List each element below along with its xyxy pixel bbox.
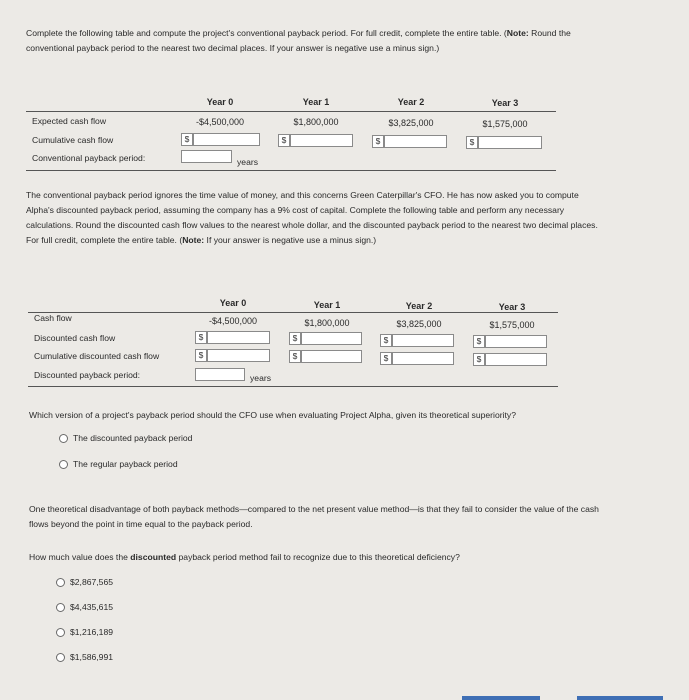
- question-value-not-recognized: How much value does the discounted payback period method fail to recognize due to this theoretical deficiency?: [29, 552, 460, 562]
- table2-discounted-year1-currency: $: [289, 332, 301, 345]
- table1-cumulative-year3-input[interactable]: [478, 136, 542, 149]
- table2-cumulative-year2-currency: $: [380, 352, 392, 365]
- table2-cashflow-year1: $1,800,000: [304, 318, 350, 328]
- option-label: The discounted payback period: [73, 433, 193, 443]
- table1-cumulative-year1-currency: $: [278, 134, 290, 147]
- conventional-payback-input[interactable]: [181, 150, 232, 163]
- discounted-payback-input[interactable]: [195, 368, 245, 381]
- table1-header-year3: Year 3: [491, 98, 519, 108]
- table2-cumulative-year2-input[interactable]: [392, 352, 454, 365]
- table2-row-label-cumulative: Cumulative discounted cash flow: [34, 351, 160, 361]
- table1-row-label-payback: Conventional payback period:: [32, 153, 146, 163]
- table2-cumulative-year1-input[interactable]: [301, 350, 362, 363]
- radio-value-2[interactable]: [56, 603, 65, 612]
- table2-cumulative-year3-currency: $: [473, 353, 485, 366]
- table2-cumulative-year0-currency: $: [195, 349, 207, 362]
- table2-cumulative-year3-input[interactable]: [485, 353, 547, 366]
- table1-cashflow-year3: $1,575,000: [482, 119, 528, 129]
- table2-header-rule: [28, 312, 558, 313]
- table2-years-unit: years: [250, 373, 272, 383]
- table2-header-year1: Year 1: [313, 300, 341, 310]
- table1-cashflow-year1: $1,800,000: [293, 117, 339, 127]
- table2-cashflow-year0: -$4,500,000: [208, 316, 258, 326]
- option-label: $1,216,189: [70, 627, 114, 637]
- table2-cashflow-year2: $3,825,000: [396, 319, 442, 329]
- submit-button-edge[interactable]: [462, 696, 540, 700]
- radio-value-4[interactable]: [56, 653, 65, 662]
- next-button-edge[interactable]: [577, 696, 663, 700]
- table1-cumulative-year0-input[interactable]: [193, 133, 260, 146]
- table2-discounted-year1-input[interactable]: [301, 332, 362, 345]
- table1-years-unit: years: [237, 157, 259, 167]
- table1-header-year2: Year 2: [397, 97, 425, 107]
- table2-row-label-payback: Discounted payback period:: [34, 370, 141, 380]
- table2-cashflow-year3: $1,575,000: [489, 320, 535, 330]
- table2-row-label-cashflow: Cash flow: [34, 313, 72, 323]
- table1-cashflow-year2: $3,825,000: [388, 118, 434, 128]
- intro-instructions: Complete the following table and compute the project's conventional payback period. For full credit, complete the entire table. (Note: Round the conventional payback period to the nearest two decimal places. If your answer is negative use a minus sign.): [26, 28, 571, 53]
- radio-value-3[interactable]: [56, 628, 65, 637]
- discounted-instructions: The conventional payback period ignores the time value of money, and this concerns Green Caterpillar's CFO. He has now asked you to compute Alpha's discounted payback period, assuming the company has a 9% cost of capital. Complete the following table and perform any necessary calculations. Round the discounted cash flow values to the nearest whole dollar, and the discounted payback period to the nearest two decimal places. For full credit, complete the entire table. (Note: If your answer is negative use a minus sign.): [26, 190, 598, 245]
- table1-cashflow-year0: -$4,500,000: [195, 117, 245, 127]
- radio-value-1[interactable]: [56, 578, 65, 587]
- table1-header-year0: Year 0: [206, 97, 234, 107]
- table2-discounted-year0-currency: $: [195, 331, 207, 344]
- table2-cumulative-year1-currency: $: [289, 350, 301, 363]
- table1-cumulative-year3-currency: $: [466, 136, 478, 149]
- table1-row-label-expected: Expected cash flow: [32, 116, 107, 126]
- table1-header-year1: Year 1: [302, 97, 330, 107]
- table1-cumulative-year2-input[interactable]: [384, 135, 447, 148]
- table1-cumulative-year1-input[interactable]: [290, 134, 353, 147]
- table1-row-label-cumulative: Cumulative cash flow: [32, 135, 114, 145]
- payback-disadvantage-text: One theoretical disadvantage of both payback methods—compared to the net present value method—is that they fail to consider the value of the cash flows beyond the point in time equal to the payback period.: [29, 504, 599, 529]
- table1-header-rule: [26, 111, 556, 112]
- table2-row-label-discounted: Discounted cash flow: [34, 333, 116, 343]
- option-label: The regular payback period: [73, 459, 178, 469]
- option-label: $2,867,565: [70, 577, 114, 587]
- table2-discounted-year3-currency: $: [473, 335, 485, 348]
- radio-regular-payback[interactable]: [59, 460, 68, 469]
- option-label: $1,586,991: [70, 652, 114, 662]
- table2-discounted-year0-input[interactable]: [207, 331, 270, 344]
- option-label: $4,435,615: [70, 602, 114, 612]
- table2-bottom-rule: [28, 386, 558, 387]
- radio-discounted-payback[interactable]: [59, 434, 68, 443]
- table1-bottom-rule: [26, 170, 556, 171]
- table2-discounted-year3-input[interactable]: [485, 335, 547, 348]
- table2-header-year2: Year 2: [405, 301, 433, 311]
- table2-header-year0: Year 0: [219, 298, 247, 308]
- table2-cumulative-year0-input[interactable]: [207, 349, 270, 362]
- table2-header-year3: Year 3: [498, 302, 526, 312]
- table1-cumulative-year0-currency: $: [181, 133, 193, 146]
- table1-cumulative-year2-currency: $: [372, 135, 384, 148]
- table2-discounted-year2-input[interactable]: [392, 334, 454, 347]
- table2-discounted-year2-currency: $: [380, 334, 392, 347]
- question-payback-version: Which version of a project's payback period should the CFO use when evaluating Project Alpha, given its theoretical superiority?: [29, 410, 516, 420]
